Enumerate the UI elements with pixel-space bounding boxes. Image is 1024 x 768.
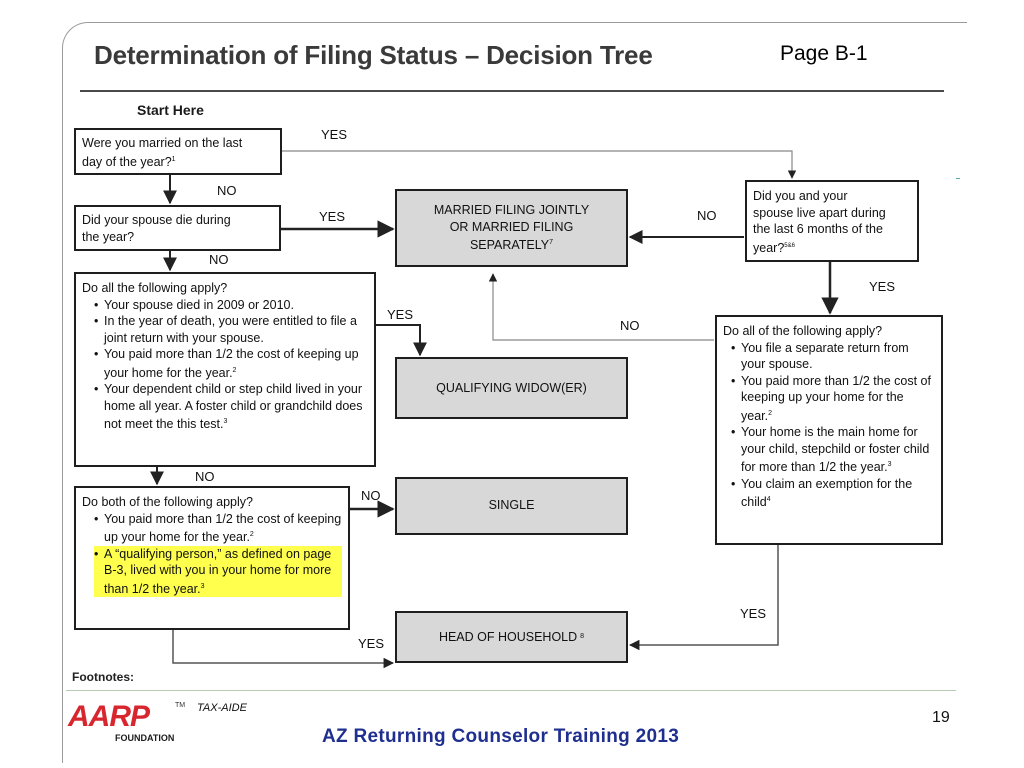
q6-item: • You file a separate return from your spouse. [731, 340, 935, 373]
question-hoh-tests [74, 486, 350, 630]
question-lived-apart [745, 180, 919, 262]
q6-footnote: 2 [768, 409, 773, 417]
question-spouse-died [74, 205, 281, 251]
q3-item: • You paid more than 1/2 the cost of keeping up your home for the year.$^2$ [94, 346, 368, 381]
edge-q6-yes [630, 544, 778, 645]
single-label: SINGLE [488, 498, 535, 512]
question-separated-hoh-tests [715, 315, 943, 545]
hoh-label: HEAD OF HOUSEHOLD [438, 629, 578, 644]
q3-item: • Your spouse died in 2009 or 2010. [94, 297, 368, 314]
page-title: Determination of Filing Status – Decision Tree [94, 40, 653, 70]
q4-footnote: 2 [249, 531, 254, 538]
mfj-line1: MARRIED FILING JOINTLY [433, 203, 590, 218]
q3-item: • In the year of death, you were entitled to file a joint return with your spouse. [94, 313, 368, 346]
q4-item: • You paid more than 1/2 the cost of keeping up your home for the year.$^2$ [94, 511, 342, 546]
q6-item: • Your home is the main home for your child, stepchild or foster child for more than 1/2 the year.$^3$ [731, 424, 935, 476]
question-widow-tests [74, 272, 376, 467]
mfj-line2: OR MARRIED FILING [449, 219, 574, 234]
outcome-head-of-household [395, 611, 628, 663]
page-number: 19 [932, 709, 950, 726]
q1-line1: Were you married on the last [82, 136, 243, 150]
q6-item: • You paid more than 1/2 the cost of keeping up your home for the year.$^2$ [731, 373, 935, 425]
q1-line2: day of the year? [82, 154, 172, 169]
outcome-single [395, 477, 628, 535]
q6-footnote: 3 [887, 461, 892, 469]
edge-q3-yes [375, 325, 420, 355]
label-q4-no: NO [361, 488, 381, 503]
label-q1-no: NO [217, 183, 237, 198]
q6-item: • You claim an exemption for the child$^4$ [731, 476, 935, 511]
q6-list [723, 340, 935, 511]
q3-footnote: 2 [232, 366, 237, 374]
edge-q6-no [493, 274, 714, 340]
q2-line1: Did your spouse die during [82, 213, 231, 227]
q6-footnote: 4 [766, 496, 771, 504]
footer-rule [66, 690, 956, 691]
label-q5-yes: YES [869, 279, 896, 294]
q4-footnote: 3 [200, 582, 205, 590]
q5-line3: the last 6 months of the [753, 222, 883, 236]
question-married-last-day [74, 128, 282, 175]
aarp-logo: AARP [68, 700, 150, 733]
label-q1-yes: YES [321, 127, 348, 142]
q6-heading: Do all of the following apply? [723, 324, 883, 338]
footnotes-label: Footnotes: [72, 670, 134, 684]
label-q4-yes: YES [358, 636, 385, 651]
q3-list [82, 297, 368, 433]
q5-footnote: 5&6 [784, 242, 795, 249]
page-reference: Page B-1 [780, 42, 868, 65]
q3-heading: Do all the following apply? [82, 281, 228, 295]
q3-footnote: 3 [223, 418, 228, 426]
label-q6-yes: YES [740, 606, 767, 621]
label-q3-no: NO [195, 469, 215, 484]
q5-line1: Did you and your [753, 189, 848, 203]
foundation-label: FOUNDATION [115, 733, 175, 743]
q5-line2: spouse live apart during [753, 205, 886, 220]
tax-aide-label: TAX-AIDE [197, 702, 247, 714]
q3-item: • Your dependent child or step child lived in your home all year. A foster child or grandchild does not meet the this test.$^3$ [94, 381, 368, 433]
mfj-footnote: 7 [549, 239, 554, 247]
start-label: Start Here [137, 102, 204, 118]
q4-item-highlighted: • A “qualifying person,” as defined on page B-3, lived with you in your home for more than 1/2 the year.$^3$ [94, 546, 342, 598]
label-q2-no: NO [209, 252, 229, 267]
q4-heading: Do both of the following apply? [82, 495, 253, 509]
label-q5-no: NO [697, 208, 717, 223]
outcome-qualifying-widower [395, 357, 628, 419]
hoh-footnote: 8 [580, 632, 585, 640]
mfj-line3: SEPARATELY [469, 238, 550, 253]
aarp-trademark: TM [175, 702, 186, 709]
qw-label: QUALIFYING WIDOW(ER) [436, 380, 587, 395]
footer-title: AZ Returning Counselor Training 2013 [322, 726, 680, 747]
q4-list [82, 511, 342, 598]
q5-line4: year? [753, 240, 785, 255]
label-q2-yes: YES [319, 209, 346, 224]
outcome-married-filing [395, 189, 628, 267]
q2-line2: the year? [82, 229, 135, 244]
label-q3-yes: YES [387, 307, 414, 322]
label-q6-no: NO [620, 318, 640, 333]
q1-footnote: 1 [171, 155, 176, 163]
edge-q1-yes [281, 151, 792, 178]
